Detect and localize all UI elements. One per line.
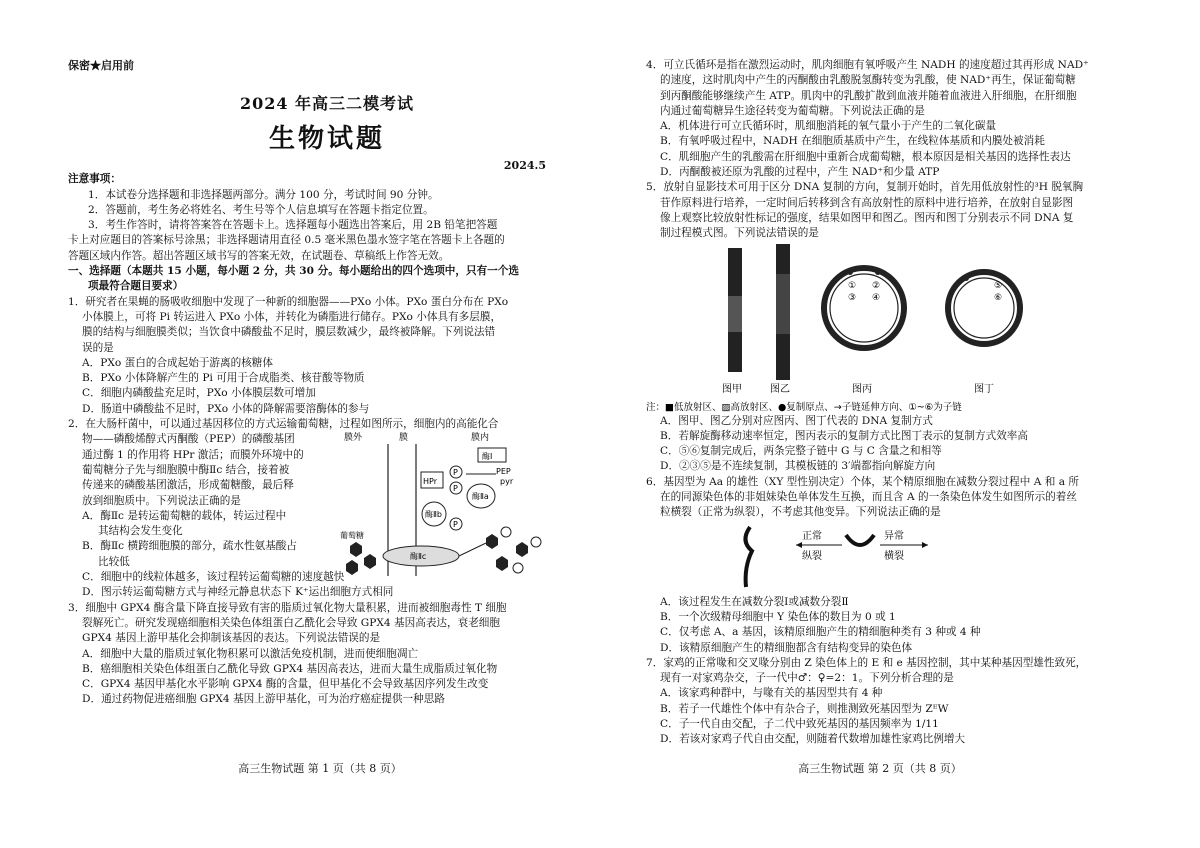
- pyr-label: pyr: [500, 477, 514, 487]
- strand-4: ④: [872, 292, 881, 303]
- dna-replication-figure: [646, 242, 1104, 414]
- option-c: C．仅考虑 A、a 基因，该精原细胞产生的精细胞种类有 3 种或 4 种: [660, 626, 981, 639]
- dna-ring-unidirectional: [948, 272, 1020, 344]
- option-b-cont: 比较低: [98, 555, 130, 568]
- low-radiation-zone: [728, 248, 742, 296]
- figure-label-b: 图乙: [770, 383, 790, 395]
- question-text: 传递来的磷酸基团激活，形成葡糖酸，最后释: [82, 479, 294, 492]
- question-6: [646, 475, 1104, 656]
- option-b: B．一个次级精母细胞中 Y 染色体的数目为 0 或 1: [660, 610, 896, 623]
- option-b: B．有氧呼吸过程中，NADH 在细胞质基质中产生，在线粒体基质和内膜处被消耗: [660, 135, 1045, 148]
- label-outside: 膜外: [344, 433, 363, 444]
- option-b: B．酶Ⅱc 横跨细胞膜的部分，疏水性氨基酸占: [82, 540, 297, 553]
- question-text: 苷作原料进行培养，一定时间后转移到含有高放射性的原料中进行培养，在放射自显影图: [660, 196, 1074, 209]
- dna-ring-bidirectional: [824, 268, 904, 348]
- option-a: A．该家鸡种群中，与喙有关的基因型共有 4 种: [660, 687, 883, 700]
- glucose-icon: [496, 556, 508, 571]
- question-text: 误的是: [82, 341, 114, 354]
- glucose-icon: [516, 542, 528, 557]
- page-2: [600, 0, 1200, 848]
- option-a: A．机体进行可立氏循环时，肌细胞消耗的氧气量小于产生的二氧化碳量: [660, 120, 997, 133]
- low-radiation-zone: [728, 332, 742, 372]
- centromere-icon: [846, 535, 874, 545]
- option-a-cont: 其结构会发生变化: [98, 525, 183, 538]
- option-a: A．酶Ⅱc 是转运葡萄糖的载体，转运过程中: [82, 509, 287, 522]
- question-text: 在的同源染色体的非姐妹染色单体发生互换，而且含 A 的一条染色体发生如图所示的着丝: [660, 491, 1077, 504]
- question-text: 葡萄糖分子先与细胞膜中酶Ⅱc 结合，接着被: [82, 463, 290, 476]
- question-text: 制过程模式图。下列说法错误的是: [660, 227, 819, 240]
- option-d: D．图示转运葡萄糖方式与神经元静息状态下 K⁺运出细胞方式相同: [82, 586, 394, 599]
- option-b: B．PXo 小体降解产生的 Pi 可用于合成脂类、核苷酸等物质: [82, 372, 365, 385]
- option-d: D．通过药物促进癌细胞 GPX4 基因上游甲基化，可为治疗癌症提供一种思路: [82, 693, 445, 706]
- question-text: 6．基因型为 Aa 的雄性（XY 型性别决定）个体，某个精原细胞在减数分裂过程中 A 和 a 所: [646, 475, 1079, 488]
- enzyme2b-label: 酶Ⅱb: [425, 510, 443, 520]
- section-heading: 一、选择题（本题共 15 小题，每小题 2 分，共 30 分。每小题给出的四个选项中，只有一个选: [68, 265, 519, 278]
- page-footer: 高三生物试题 第 2 页（共 8 页）: [798, 762, 962, 775]
- option-b: B．癌细胞相关染色体组蛋白乙酰化导致 GPX4 基因高表达，进而大量生成脂质过氧化物: [82, 662, 498, 675]
- question-text: 到丙酮酸能够继续产生 ATP。肌肉中的乳酸扩散到血液并随着血液进入肝细胞，在肝细胞: [660, 89, 1077, 102]
- figure-label-a: 图甲: [722, 383, 742, 395]
- note-line: 答题区域内作答。超出答题区域书写的答案无效，在试题卷、草稿纸上作答无效。: [68, 249, 450, 262]
- option-c: C．细胞内磷酸盐充足时，PXo 小体膜层数可增加: [82, 387, 316, 400]
- confidential-mark: 保密★启用前: [68, 59, 134, 72]
- option-d: D．②③⑤是不连续复制，其模板链的 3′端都指向解旋方向: [660, 460, 936, 473]
- figure-label-c: 图丙: [852, 383, 872, 395]
- question-1: [68, 295, 586, 417]
- question-text: 3．细胞中 GPX4 酶含量下降直接导致有害的脂质过氧化物大量积累，进而被细胞毒性 T 细胞: [68, 601, 507, 614]
- glucose-icon: [346, 560, 358, 575]
- origin-dot: [875, 269, 881, 275]
- question-text: 4．可立氏循环是指在激烈运动时，肌肉细胞有氧呼吸产生 NADH 的速度超过其再形成 NAD⁺: [646, 59, 1089, 71]
- chromosome-split-figure: [646, 521, 1104, 595]
- longitudinal-label: 纵裂: [802, 550, 822, 562]
- strand-5: ⑤: [994, 280, 1003, 291]
- origin-dot: [963, 275, 969, 281]
- option-a: A．细胞中大量的脂质过氧化物积累可以激活免疫机制，进而使细胞凋亡: [82, 647, 419, 660]
- transverse-label: 横裂: [884, 550, 904, 562]
- option-d: D．该精原细胞产生的精细胞都含有结构变异的染色体: [660, 641, 913, 654]
- option-a: A．PXo 蛋白的合成起始于游离的核糖体: [82, 356, 273, 369]
- option-d: D．丙酮酸被还原为乳酸的过程中，产生 NAD⁺和少量 ATP: [660, 166, 940, 179]
- low-radiation-zone: [776, 244, 790, 274]
- page-footer: 高三生物试题 第 1 页（共 8 页）: [238, 762, 402, 775]
- notes-title: 注意事项：: [68, 173, 121, 186]
- question-text: 像上观察比较放射性标记的强度，结果如图甲和图乙。图丙和图丁分别表示不同 DNA 复: [660, 211, 1074, 224]
- option-c: C．细胞中的线粒体越多，该过程转运葡萄糖的速度越快: [82, 571, 345, 584]
- notes-list: [68, 188, 586, 264]
- option-c: C．子一代自由交配，子二代中致死基因的基因频率为 1/11: [660, 718, 939, 731]
- option-d: D．肠道中磷酸盐不足时，PXo 小体的降解需要溶酶体的参与: [82, 402, 370, 415]
- option-a: A．该过程发生在减数分裂Ⅰ或减数分裂Ⅱ: [660, 595, 849, 608]
- abnormal-label: 异常: [884, 530, 904, 542]
- exam-date: 2024.5: [503, 159, 546, 173]
- option-c: C．GPX4 基因甲基化水平影响 GPX4 酶的含量，但甲基化不会导致基因序列发生改变: [82, 678, 489, 691]
- option-c: C．⑤⑥复制完成后，两条完整子链中 G 与 C 含量之和相等: [660, 445, 942, 458]
- question-text: 5．放射自显影技术可用于区分 DNA 复制的方向，复制开始时，首先用低放射性的³H 脱氧胸: [646, 181, 1084, 194]
- origin-dot: [847, 269, 853, 275]
- arrow-left-icon: [796, 542, 802, 548]
- question-text: 物——磷酸烯醇式丙酮酸（PEP）的磷酸基团: [82, 433, 295, 446]
- glucose-icon: [486, 534, 498, 549]
- question-text: 现有一对家鸡杂交，子一代中♂：♀=2：1。下列分析合理的是: [660, 672, 954, 685]
- high-radiation-zone: [728, 296, 742, 332]
- glucose-icon: [364, 554, 376, 569]
- high-radiation-zone: [776, 274, 790, 334]
- label-inside: 膜内: [471, 433, 490, 444]
- strand-6: ⑥: [994, 292, 1003, 303]
- option-b: B．若子一代雄性个体中有杂合子，则推测致死基因型为 ZᴱW: [660, 702, 949, 715]
- figure-note: 注：■低放射区、▨高放射区、●复制原点、→子链延伸方向、①~⑥为子链: [646, 401, 962, 413]
- question-text: 粒横裂（正常为纵裂），不考虑其他变异。下列说法正确的是: [660, 506, 941, 519]
- phosphate-label: P: [453, 468, 458, 478]
- pep-label: PEP: [496, 467, 511, 477]
- enzyme2a-label: 酶Ⅱa: [472, 492, 489, 502]
- normal-label: 正常: [802, 530, 822, 542]
- note-line: 2．答题前，考生务必将姓名、考生号等个人信息填写在答题卡指定位置。: [88, 203, 434, 216]
- glucose-label: 葡萄糖: [340, 531, 364, 541]
- hpr-label: HPr: [423, 477, 437, 487]
- question-text: 内通过葡萄糖异生途径转变为葡萄糖。下列说法正确的是: [660, 104, 925, 117]
- enzyme1-label: 酶Ⅰ: [482, 452, 493, 462]
- low-radiation-zone: [776, 334, 790, 380]
- option-c: C．肌细胞产生的乳酸需在肝细胞中重新合成葡萄糖，根本原因是相关基因的选择性表达: [660, 150, 1071, 163]
- exam-title: 2024 年高三二模考试: [239, 94, 415, 114]
- arrow-right-icon: [922, 542, 928, 548]
- option-b: B．若解旋酶移动速率恒定，图丙表示的复制方式比图丁表示的复制方式效率高: [660, 429, 1028, 442]
- question-text: 2．在大肠杆菌中，可以通过基因移位的方式运输葡萄糖，过程如图所示，细胞内的高能化合: [68, 418, 499, 431]
- note-line: 卡上对应题目的答案标号涂黑；非选择题请用直径 0.5 毫米黑色墨水签字笔在答题卡上各题的: [68, 234, 505, 247]
- glucose-icon: [350, 542, 362, 557]
- question-text: GPX4 基因上游甲基化会抑制该基因的表达。下列说法错误的是: [82, 632, 381, 645]
- strand-1: ①: [848, 280, 857, 291]
- question-text: 膜的结构与细胞膜类似；当饮食中磷酸盐不足时，膜层数减少，最终被降解。下列说法错: [82, 326, 496, 339]
- option-d: D．若该对家鸡子代自由交配，则随着代数增加雄性家鸡比例增大: [660, 733, 966, 746]
- note-line: 3．考生作答时，请将答案答在答题卡上。选择题每小题选出答案后，用 2B 铅笔把答题: [88, 219, 498, 232]
- chromosome-icon: [745, 527, 752, 587]
- question-3: [68, 601, 586, 708]
- question-5: [646, 180, 1104, 474]
- question-text: 小体膜上，可将 Pi 转运进入 PXo 小体，并转化为磷脂进行储存。PXo 小体具有多层膜，: [82, 310, 502, 323]
- phosphate-label: P: [453, 520, 458, 530]
- label-membrane: 膜: [399, 433, 409, 444]
- phosphate-label: P: [453, 484, 458, 494]
- strand-2: ②: [872, 280, 881, 291]
- question-text: 通过酶 1 的作用将 HPr 激活；而膜外环境中的: [82, 448, 304, 461]
- strand-3: ③: [848, 292, 857, 303]
- question-text: 7．家鸡的正常喙和交叉喙分别由 Z 染色体上的 E 和 e 基因控制，其中某种基因型雄性致死，: [646, 656, 1087, 669]
- question-text: 裂解死亡。研究发现癌细胞相关染色体组蛋白乙酰化会导致 GPX4 基因高表达，衰老细胞: [82, 616, 500, 629]
- note-line: 1．本试卷分选择题和非选择题两部分。满分 100 分，考试时间 90 分钟。: [88, 188, 439, 201]
- question-text: 放到细胞质中。下列说法正确的是: [82, 494, 241, 507]
- option-a: A．图甲、图乙分别对应图丙、图丁代表的 DNA 复制方式: [660, 414, 933, 427]
- enzyme2c-label: 酶Ⅱc: [410, 552, 427, 562]
- question-7: [646, 656, 1104, 748]
- question-2: [68, 417, 586, 601]
- question-text: 1．研究者在果蝇的肠吸收细胞中发现了一种新的细胞器——PXo 小体。PXo 蛋白分布在 PXo: [68, 295, 509, 308]
- section-heading-cont: 项最符合题目要求）: [88, 280, 184, 293]
- subject-title: 生物试题: [268, 124, 385, 155]
- question-4: [646, 58, 1104, 180]
- figure-label-d: 图丁: [974, 383, 994, 395]
- question-text: 的速度，这时肌肉中产生的丙酮酸由乳酸脱氢酶转变为乳酸，使 NAD⁺再生，保证葡萄糖: [660, 74, 1076, 87]
- glucose-transport-figure: [336, 428, 561, 578]
